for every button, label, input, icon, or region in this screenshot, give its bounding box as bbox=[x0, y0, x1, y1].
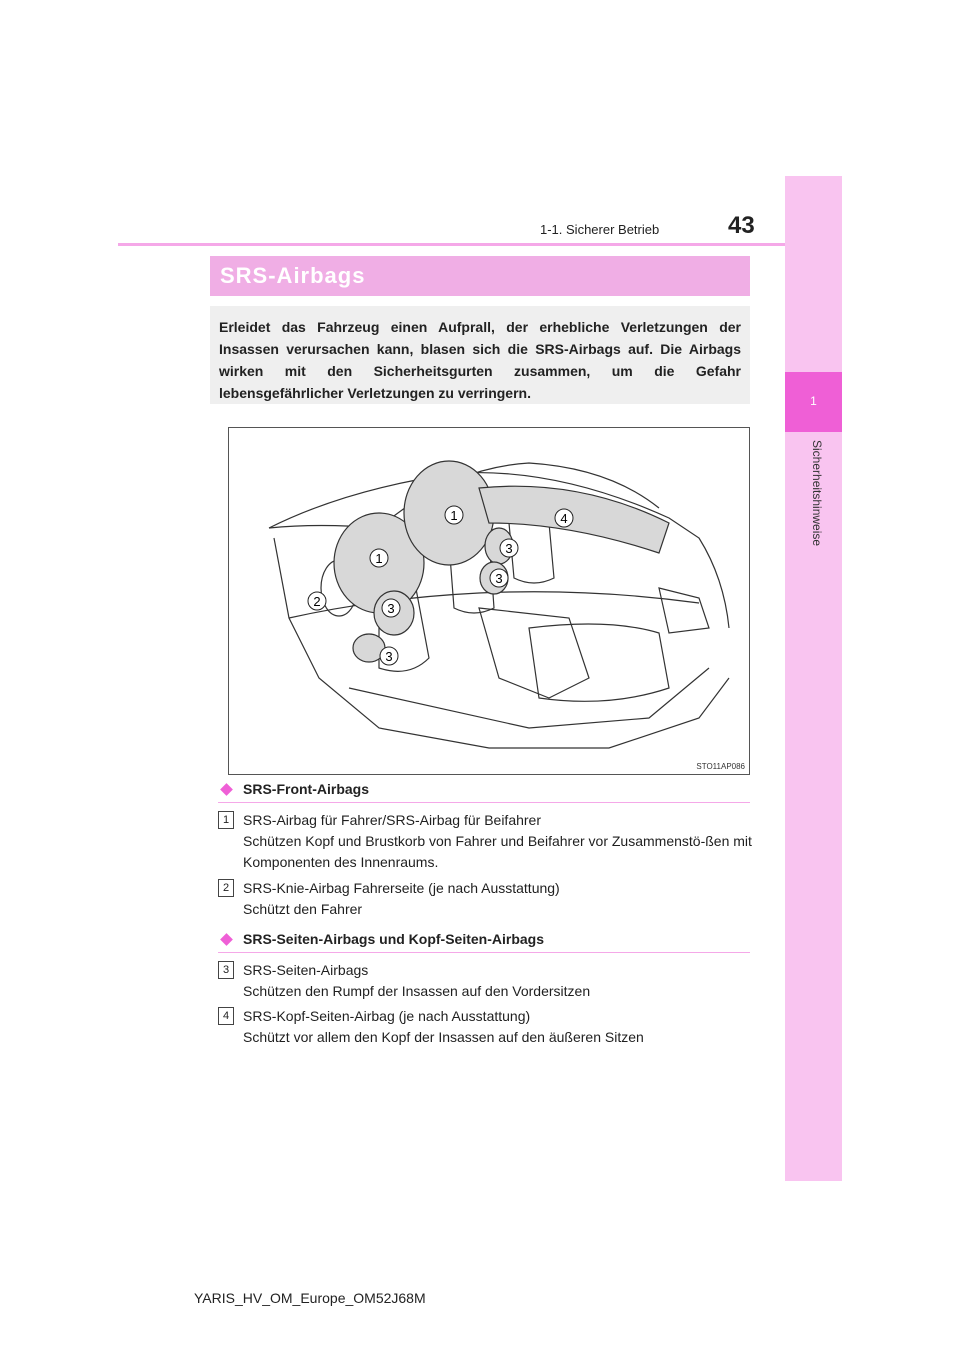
item-number: 3 bbox=[218, 961, 234, 979]
section-rule bbox=[218, 952, 750, 953]
callout-1a bbox=[445, 506, 463, 524]
item-description: Schützen Kopf und Brustkorb von Fahrer und Beifahrer vor Zusammenstö-ßen mit Komponenten des Innenraums. bbox=[243, 833, 752, 870]
section-heading-text: SRS-Seiten-Airbags und Kopf-Seiten-Airbags bbox=[243, 931, 545, 947]
chapter-label: Sicherheitshinweise bbox=[810, 440, 824, 547]
item-description: Schützt vor allem den Kopf der Insassen auf den äußeren Sitzen bbox=[243, 1029, 644, 1045]
item-title: SRS-Airbag für Fahrer/SRS-Airbag für Beifahrer bbox=[243, 812, 541, 828]
item-description: Schützt den Fahrer bbox=[243, 901, 363, 917]
svg-text:3: 3 bbox=[505, 541, 513, 556]
section-heading-front-airbags bbox=[218, 781, 369, 797]
side-strip bbox=[785, 176, 842, 1181]
svg-text:3: 3 bbox=[385, 649, 393, 664]
intro-text: Erleidet das Fahrzeug einen Aufprall, der erhebliche Verletzungen der Insassen verursachen kann, blasen sich die SRS-Airbags auf. Die Airbags wirken mit den Sicherheitsgurten zusammen, um die Gefahr lebensgefährlicher Verletzungen zu verringern. bbox=[219, 319, 741, 401]
list-item bbox=[218, 878, 758, 920]
document-code: YARIS_HV_OM_Europe_OM52J68M bbox=[194, 1290, 426, 1306]
diamond-bullet-icon bbox=[220, 933, 233, 946]
chapter-tab bbox=[785, 372, 842, 432]
svg-text:3: 3 bbox=[495, 571, 503, 586]
callout-2 bbox=[308, 592, 326, 610]
item-number: 2 bbox=[218, 879, 234, 897]
svg-text:1: 1 bbox=[375, 551, 383, 566]
page-number: 43 bbox=[728, 212, 755, 239]
figure-code: STO11AP086 bbox=[696, 762, 745, 771]
callout-3d bbox=[380, 647, 398, 665]
page-title: SRS-Airbags bbox=[220, 263, 366, 288]
callout-3c bbox=[490, 569, 508, 587]
callout-3b bbox=[500, 539, 518, 557]
svg-text:1: 1 bbox=[450, 508, 458, 523]
item-number: 4 bbox=[218, 1007, 234, 1025]
list-item bbox=[218, 1006, 758, 1048]
callout-3a bbox=[382, 599, 400, 617]
list-item bbox=[218, 960, 758, 1002]
header-rule bbox=[118, 243, 785, 246]
callout-4 bbox=[555, 509, 573, 527]
svg-text:4: 4 bbox=[560, 511, 568, 526]
section-heading-text: SRS-Front-Airbags bbox=[243, 781, 369, 797]
intro-box bbox=[210, 306, 750, 404]
callout-1b bbox=[370, 549, 388, 567]
item-title: SRS-Seiten-Airbags bbox=[243, 962, 369, 978]
item-title: SRS-Kopf-Seiten-Airbag (je nach Ausstattung) bbox=[243, 1008, 531, 1024]
item-title: SRS-Knie-Airbag Fahrerseite (je nach Ausstattung) bbox=[243, 880, 560, 896]
section-heading: 1-1. Sicherer Betrieb bbox=[540, 222, 660, 237]
diamond-bullet-icon bbox=[220, 783, 233, 796]
section-heading-side-airbags bbox=[218, 931, 544, 947]
section-rule bbox=[218, 802, 750, 803]
chapter-number: 1 bbox=[810, 394, 817, 408]
title-bar bbox=[210, 256, 750, 296]
list-item bbox=[218, 810, 758, 873]
airbag-illustration bbox=[228, 427, 750, 775]
airbag-drawing bbox=[229, 428, 749, 774]
svg-text:2: 2 bbox=[313, 594, 321, 609]
svg-text:3: 3 bbox=[387, 601, 395, 616]
item-description: Schützen den Rumpf der Insassen auf den Vordersitzen bbox=[243, 983, 591, 999]
item-number: 1 bbox=[218, 811, 234, 829]
